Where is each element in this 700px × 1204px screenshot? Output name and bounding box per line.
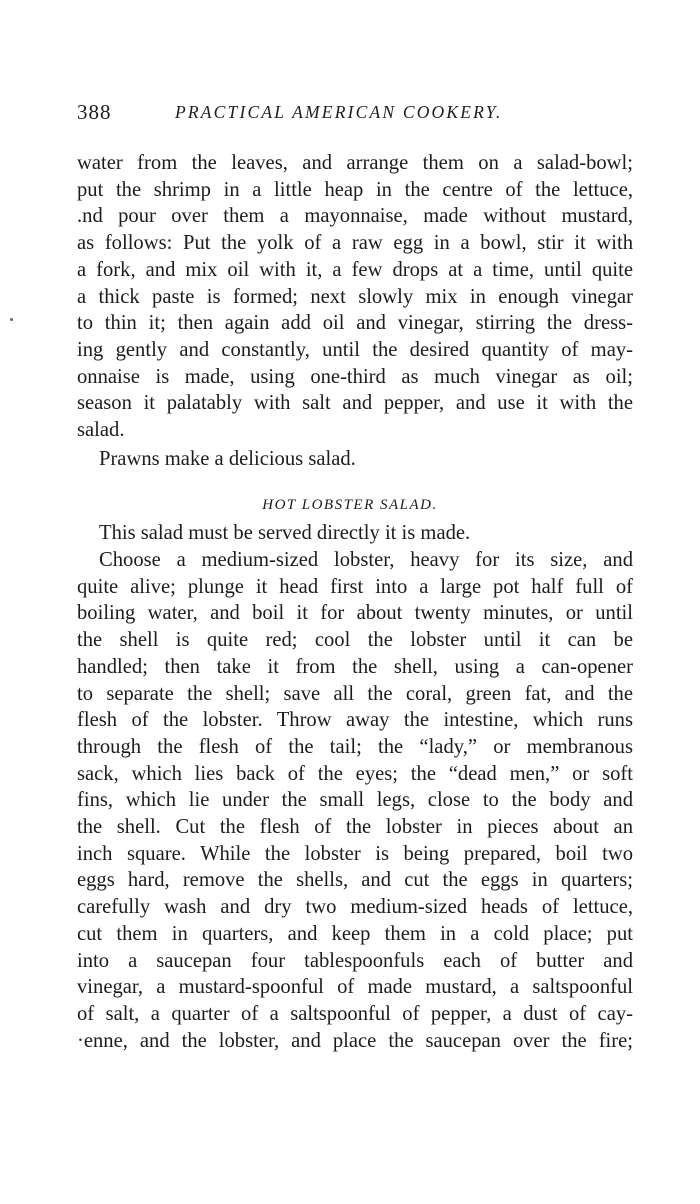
text-line: vinegar, a mustard-spoonful of made mustard, a saltspoonful bbox=[77, 976, 633, 999]
text-line: carefully wash and dry two medium-sized heads of lettuce, bbox=[77, 896, 633, 919]
text-line: sack, which lies back of the eyes; the “dead men,” or soft bbox=[77, 762, 633, 785]
text-line: into a saucepan four tablespoonfuls each of butter and bbox=[77, 949, 633, 972]
text-line: of salt, a quarter of a saltspoonful of pepper, a dust of cay- bbox=[77, 1002, 633, 1025]
paragraph-served-directly bbox=[77, 520, 633, 547]
text-line: cut them in quarters, and keep them in a cold place; put bbox=[77, 922, 633, 945]
text-line: eggs hard, remove the shells, and cut the eggs in quarters; bbox=[77, 869, 633, 892]
text-line: flesh of the lobster. Throw away the intestine, which runs bbox=[77, 709, 633, 732]
text-line: a thick paste is formed; next slowly mix in enough vinegar bbox=[77, 285, 633, 308]
section-heading: HOT LOBSTER SALAD. bbox=[262, 497, 438, 513]
text-line: Choose a medium-sized lobster, heavy for its size, and bbox=[99, 549, 633, 571]
text-line: put the shrimp in a little heap in the centre of the lettuce, bbox=[77, 178, 633, 201]
text-line: ing gently and constantly, until the desired quantity of may- bbox=[77, 338, 633, 361]
text-line: water from the leaves, and arrange them on a salad-bowl; bbox=[77, 152, 633, 174]
text-line: This salad must be served directly it is made. bbox=[99, 522, 471, 544]
text-line: ·enne, and the lobster, and place the saucepan over the fire; bbox=[77, 1029, 633, 1052]
text-line: the shell. Cut the flesh of the lobster in pieces about an bbox=[77, 816, 633, 839]
text-line: to separate the shell; save all the coral, green fat, and the bbox=[77, 682, 633, 705]
running-title: PRACTICAL AMERICAN COOKERY. bbox=[175, 102, 503, 122]
text-line: as follows: Put the yolk of a raw egg in a bowl, stir it with bbox=[77, 232, 633, 255]
paragraph-shrimp-salad bbox=[77, 150, 633, 444]
text-line: season it palatably with salt and pepper, and use it with the bbox=[77, 392, 633, 415]
text-line: Prawns make a delicious salad. bbox=[99, 448, 356, 470]
text-line: .nd pour over them a mayonnaise, made without mustard, bbox=[77, 205, 633, 228]
text-line: quite alive; plunge it head first into a large pot half full of bbox=[77, 575, 633, 598]
running-head bbox=[77, 100, 637, 130]
text-line: boiling water, and boil it for about twenty minutes, or until bbox=[77, 602, 633, 625]
text-line: inch square. While the lobster is being prepared, boil two bbox=[77, 842, 633, 865]
text-line: the shell is quite red; cool the lobster until it can be bbox=[77, 629, 633, 652]
text-line: a fork, and mix oil with it, a few drops at a time, until quite bbox=[77, 258, 633, 281]
page-number: 388 bbox=[77, 100, 112, 124]
text-line: onnaise is made, using one-third as much vinegar as oil; bbox=[77, 365, 633, 388]
text-line: fins, which lie under the small legs, close to the body and bbox=[77, 789, 633, 812]
text-line: to thin it; then again add oil and vinegar, stirring the dress- bbox=[77, 312, 633, 335]
paragraph-prawns bbox=[77, 446, 633, 473]
paragraph-lobster-method bbox=[77, 547, 633, 1054]
margin-speck bbox=[10, 318, 13, 321]
text-line: handled; then take it from the shell, using a can-opener bbox=[77, 655, 633, 678]
text-line: salad. bbox=[77, 419, 125, 442]
text-line: through the flesh of the tail; the “lady,” or membranous bbox=[77, 735, 633, 758]
